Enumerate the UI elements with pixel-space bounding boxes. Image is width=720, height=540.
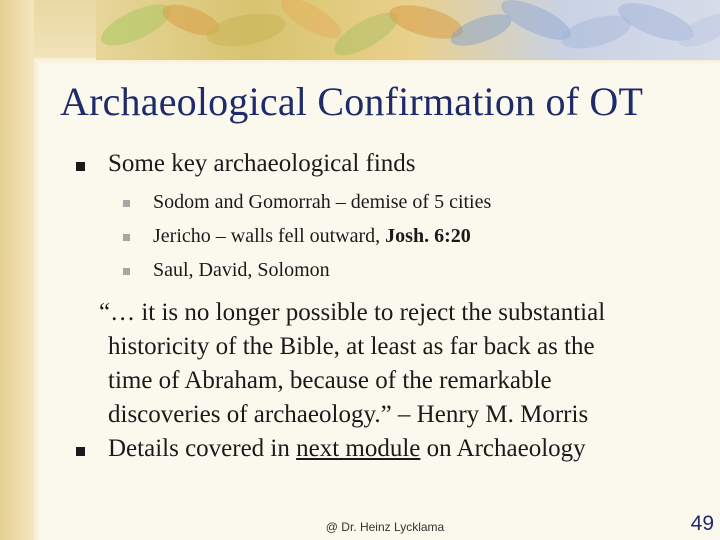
small-square-bullet-icon [123,268,130,275]
left-parchment-strip [0,0,34,540]
sub-bullet-text: Saul, David, Solomon [153,259,330,281]
left-border-shade [34,62,40,540]
bullet-suffix: on Archaeology [420,435,586,462]
quote-line: historicity of the Bible, at least as far back as the [108,333,595,360]
slide-title: Archaeological Confirmation of OT [60,79,644,124]
quote-block [99,296,699,432]
slide-footer: @ Dr. Heinz Lycklama [325,520,445,534]
sub-bullet-prefix: Jericho – walls fell outward, [153,225,386,247]
sub-bullet-text: Sodom and Gomorrah – demise of 5 cities [153,191,492,213]
quote-line: “… it is no longer possible to reject the substantial [99,299,606,326]
sub-bullet-text [153,225,471,248]
bullet-prefix: Details covered in [108,435,297,462]
scripture-reference: Josh. 6:20 [385,225,471,247]
quote-line: discoveries of archaeology.” – Henry M. Morris [108,401,589,428]
small-square-bullet-icon [123,200,130,207]
small-square-bullet-icon [123,234,130,241]
next-module-link[interactable]: next module [296,435,421,462]
bullet-text [108,435,586,463]
leaf-banner-image [96,0,720,60]
bullet-text: Some key archaeological finds [108,150,416,177]
square-bullet-icon [76,447,85,456]
square-bullet-icon [76,162,85,171]
page-number: 49 [690,512,714,535]
quote-line: time of Abraham, because of the remarkable [108,367,552,394]
